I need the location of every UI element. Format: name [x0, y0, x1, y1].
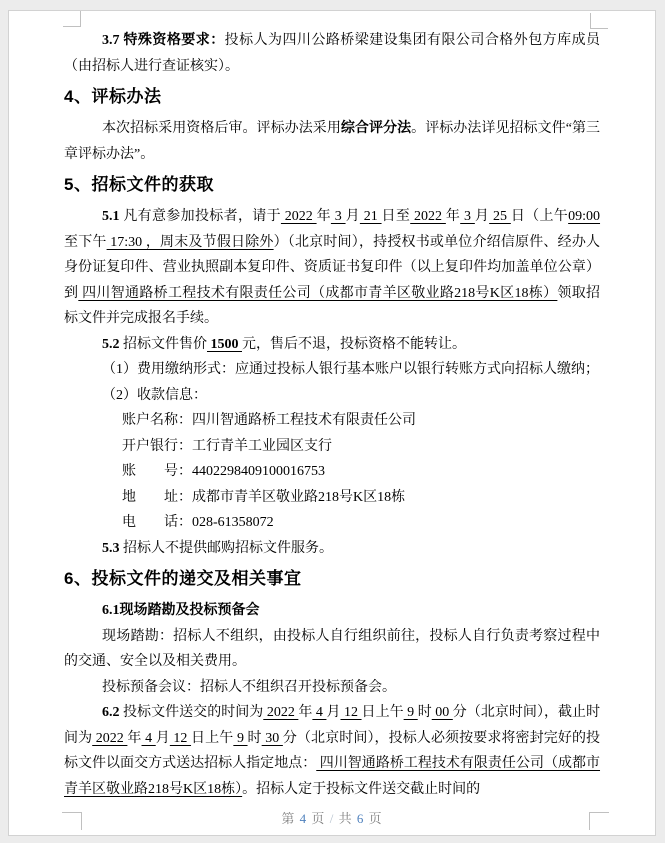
bank-name-line: 开户银行：工行青羊工业园区支行	[122, 438, 332, 454]
clause-5-1-paragraph: 5.1 凡有意参加投标者，请于 2022 年 3 月 21 日至 2022 年 3 月 25 日（上午09:00 至下午 17:30 ，周末及节假日除外）（北京时间），持授权书或单位介绍信原件、经办人身份证复印件、营业执照副本复印件、资质证书复印件（以上复印件均加盖单位公章）到 四川智通路桥工程技术有限责任公司（成都市青羊区敬业路218号K区18栋）领取招标文件并完成报名手续。	[64, 209, 601, 326]
phone-line: 电 话：028-61358072	[122, 515, 274, 530]
section-4-intro-paragraph: 本次招标采用资格后审。评标办法采用综合评分法。评标办法详见招标文件“第三章评标办法”。	[64, 121, 601, 162]
pre-bid-meeting-paragraph: 投标预备会议：招标人不组织召开投标预备会。	[102, 679, 396, 695]
account-name-line: 账户名称：四川智通路桥工程技术有限责任公司	[122, 413, 416, 428]
clause-3-7-paragraph: 3.7 特殊资格要求：投标人为四川公路桥梁建设集团有限公司合格外包方库成员（由招标人进行查证核实）。	[64, 33, 601, 74]
address-line: 地 址：成都市青羊区敬业路218号K区18栋	[122, 489, 406, 505]
text-boundary-mark-top-right	[590, 13, 608, 29]
clause-5-3-paragraph: 5.3 招标人不提供邮购招标文件服务。	[102, 540, 333, 556]
document-page	[8, 10, 656, 836]
page-content	[64, 28, 600, 802]
clause-6-2-paragraph: 6.2 投标文件送交的时间为 2022 年 4 月 12 日上午 9 时 00 分（北京时间），截止时间为 2022 年 4 月 12 日上午 9 时 30 分（北京时间），投标人必须按要求将密封完好的投标文件以面交方式送达招标人指定地点： 四川智通路桥工程技术有限责任公司（成都市青羊区敬业路218号K区18栋）。招标人定于投标文件送交截止时间的	[64, 705, 601, 797]
section-5-heading: 5、招标文件的获取	[64, 175, 214, 194]
clause-6-1-subheading: 6.1现场踏勘及投标预备会	[102, 603, 260, 618]
page-footer-indicator: 第 4 页 / 共 6 页	[281, 811, 383, 826]
section-6-heading: 6、投标文件的递交及相关事宜	[64, 569, 302, 588]
clause-5-2-paragraph: 5.2 招标文件售价 1500 元，售后不退，投标资格不能转让。	[102, 336, 466, 352]
section-4-heading: 4、评标办法	[64, 87, 162, 106]
account-number-line: 账 号：4402298409100016753	[122, 464, 325, 479]
site-survey-paragraph: 现场踏勘：招标人不组织，由投标人自行组织前往，投标人自行负责考察过程中的交通、安全以及相关费用。	[64, 628, 600, 669]
payee-info-paragraph: （2）收款信息：	[102, 387, 207, 403]
fee-payment-method-paragraph: （1）费用缴纳形式：应通过投标人银行基本账户以银行转账方式向招标人缴纳；	[102, 362, 599, 377]
text-boundary-mark-top-left	[63, 11, 81, 27]
